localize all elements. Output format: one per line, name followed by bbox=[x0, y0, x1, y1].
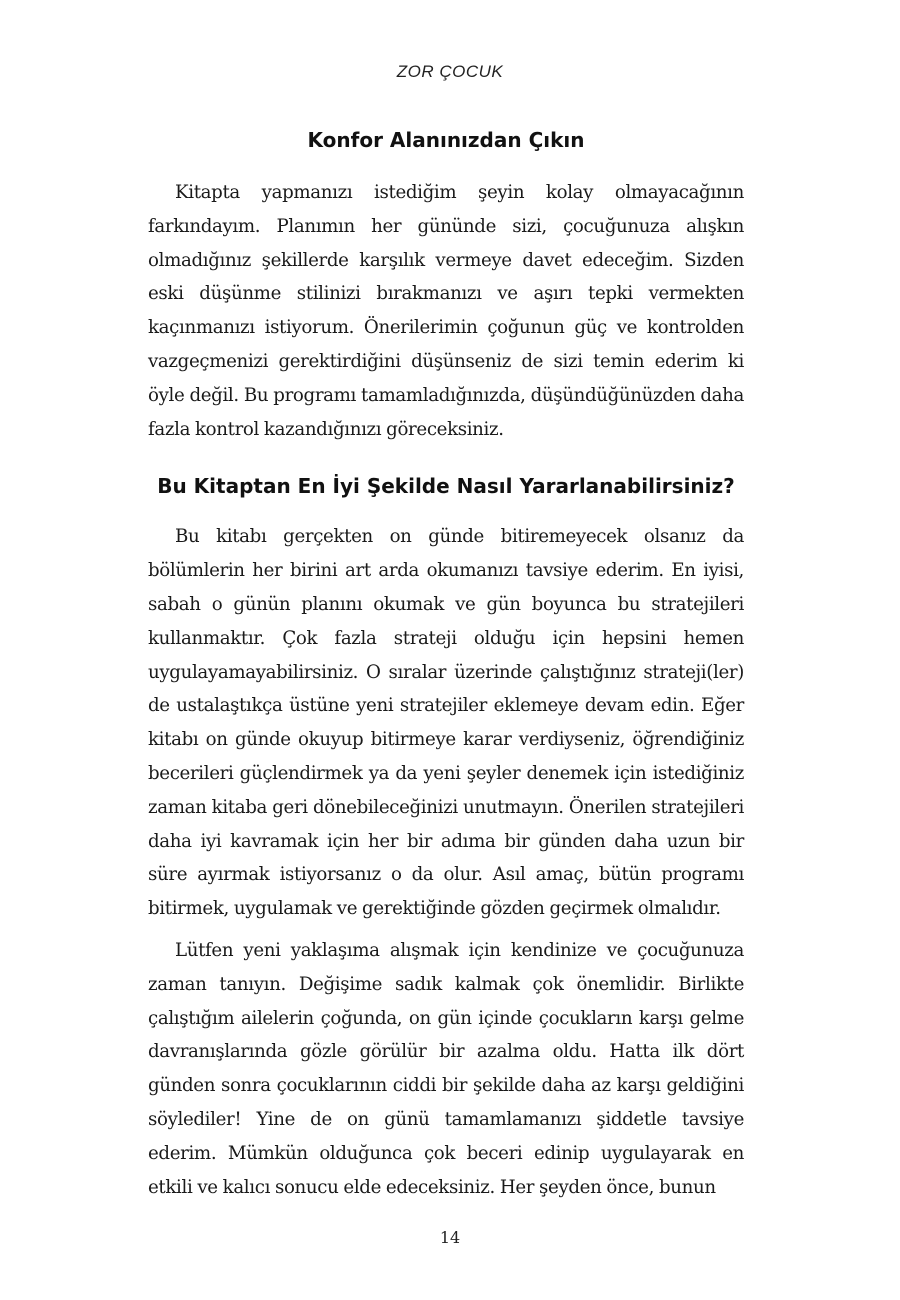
running-head: ZOR ÇOCUK bbox=[396, 62, 504, 81]
section-heading-how-to-use: Bu Kitaptan En İyi Şekilde Nasıl Yararlanabilirsiniz? bbox=[157, 474, 735, 499]
paragraph: Lütfen yeni yaklaşıma alışmak için kendinize ve çocuğunuza zaman tanıyın. Değişime sadık kalmak çok önemlidir. Birlikte çalıştığım ailelerin çoğunda, on gün içinde çocukların karşı gelme davranışlarında gözle görülür bir azalma oldu. Hatta ilk dört günden sonra çocuklarının ciddi bir şekilde daha az karşı geldiğini söylediler! Yine de on günü tamamlamanızı şiddetle tavsiye ederim. Mümkün olduğunca çok beceri edinip uygulayarak en etkili ve kalıcı sonucu elde edeceksiniz. Her şeyden önce, bunun bbox=[148, 939, 744, 1198]
page-body bbox=[148, 122, 744, 1204]
paragraph: Kitapta yapmanızı istediğim şeyin kolay olmayacağının farkındayım. Planımın her gününde sizi, çocuğunuza alışkın olmadığınız şekillerde karşılık vermeye davet edeceğim. Sizden eski düşünme stilinizi bırakmanızı ve aşırı tepki vermekten kaçınmanızı istiyorum. Önerilerimin çoğunun güç ve kontrolden vazgeçmenizi gerektirdiğini düşünseniz de sizi temin ederim ki öyle değil. Bu programı tamamladığınızda, düşündüğünüzden daha fazla kontrol kazandığınızı göreceksiniz. bbox=[148, 182, 744, 440]
section-heading-comfort-zone: Konfor Alanınızdan Çıkın bbox=[307, 128, 585, 152]
paragraph: Bu kitabı gerçekten on günde bitiremeyecek olsanız da bölümlerin her birini art arda okumanızı tavsiye ederim. En iyisi, sabah o günün planını okumak ve gün boyunca bu stratejileri kullanmaktır. Çok fazla strateji olduğu için hepsini hemen uygulayamayabilirsiniz. O sıralar üzerinde çalıştığınız strateji(ler) de ustalaştıkça üstüne yeni stratejiler eklemeye devam edin. Eğer kitabı on günde okuyup bitirmeye karar verdiyseniz, öğrendiğiniz becerileri güçlendirmek ya da yeni şeyler denemek için istediğiniz zaman kitaba geri dönebileceğinizi unutmayın. Önerilen stratejileri daha iyi kavramak için her bir adıma bir günden daha uzun bir süre ayırmak istiyorsanız o da olur. Asıl amaç, bütün programı bitirmek, uygulamak ve gerektiğinde gözden geçirmek olmalıdır. bbox=[148, 526, 744, 920]
page-number: 14 bbox=[439, 1228, 461, 1247]
